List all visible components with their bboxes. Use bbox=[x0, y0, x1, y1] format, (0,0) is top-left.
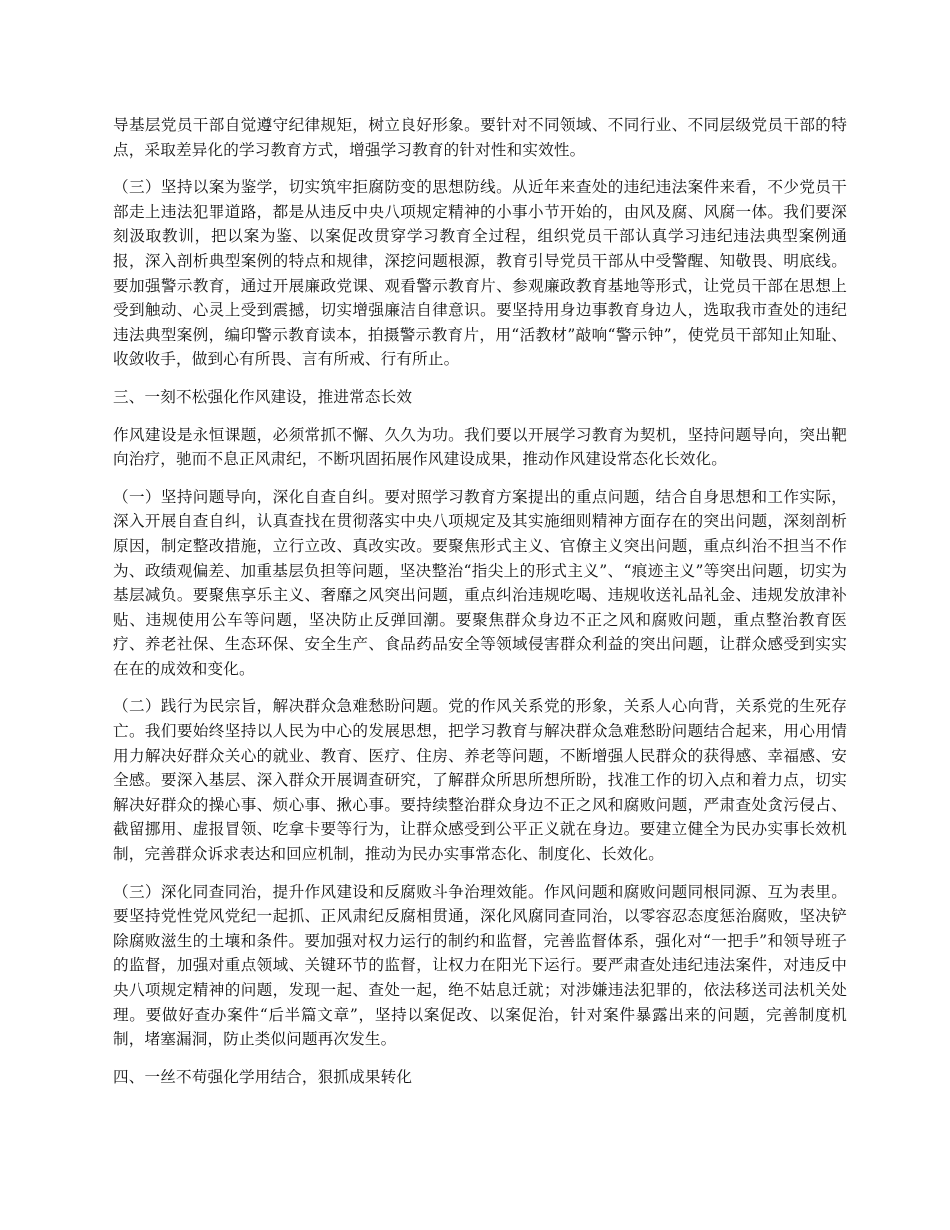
document-page bbox=[113, 113, 847, 1102]
section-heading-4: 四、一丝不苟强化学用结合，狠抓成果转化 bbox=[113, 1067, 413, 1086]
paragraph-problem-orientation: （一）坚持问题导向，深化自查自纠。要对照学习教育方案提出的重点问题，结合自身思想和工作实际，深入开展自查自纠，认真查找在贯彻落实中央八项规定及其实施细则精神方面存在的突出问题，深刻剖析原因，制定整改措施，立行立改、真改实改。要聚焦形式主义、官僚主义突出问题，重点纠治不担当不作为、政绩观偏差、加重基层负担等问题，坚决整治“指尖上的形式主义”、“痕迹主义”等突出问题，切实为基层减负。要聚焦享乐主义、奢靡之风突出问题，重点纠治违规吃喝、违规收送礼品礼金、违规发放津补贴、违规使用公车等问题，坚决防止反弹回潮。要聚焦群众身边不正之风和腐败问题，重点整治教育医疗、养老社保、生态环保、安全生产、食品药品安全等领域侵害群众利益的突出问题，让群众感受到实实在在的成效和变化。 bbox=[113, 487, 847, 678]
paragraph-continuation: 导基层党员干部自觉遵守纪律规矩，树立良好形象。要针对不同领域、不同行业、不同层级党员干部的特点，采取差异化的学习教育方式，增强学习教育的针对性和实效性。 bbox=[113, 116, 847, 159]
section-heading-3: 三、一刻不松强化作风建设，推进常态长效 bbox=[113, 387, 413, 406]
paragraph-serve-people: （二）践行为民宗旨，解决群众急难愁盼问题。党的作风关系党的形象，关系人心向背，关系党的生死存亡。我们要始终坚持以人民为中心的发展思想，把学习教育与解决群众急难愁盼问题结合起来，用心用情用力解决好群众关心的就业、教育、医疗、住房、养老等问题，不断增强人民群众的获得感、幸福感、安全感。要深入基层、深入群众开展调查研究，了解群众所思所想所盼，找准工作的切入点和着力点，切实解决好群众的操心事、烦心事、揪心事。要持续整治群众身边不正之风和腐败问题，严肃查处贪污侵占、截留挪用、虚报冒领、吃拿卡要等行为，让群众感受到公平正义就在身边。要建立健全为民办实事长效机制，完善群众诉求表达和回应机制，推动为民办实事常态化、制度化、长效化。 bbox=[113, 697, 847, 864]
paragraph-learn-from-cases: （三）坚持以案为鉴学，切实筑牢拒腐防变的思想防线。从近年来查处的违纪违法案件来看，不少党员干部走上违法犯罪道路，都是从违反中央八项规定精神的小事小节开始的，由风及腐、风腐一体。我们要深刻汲取教训，把以案为鉴、以案促改贯穿学习教育全过程，组织党员干部认真学习违纪违法典型案例通报，深入剖析典型案例的特点和规律，深挖问题根源，教育引导党员干部从中受警醒、知敬畏、明底线。要加强警示教育，通过开展廉政党课、观看警示教育片、参观廉政教育基地等形式，让党员干部在思想上受到触动、心灵上受到震撼，切实增强廉洁自律意识。要坚持用身边事教育身边人，选取我市查处的违纪违法典型案例，编印警示教育读本，拍摄警示教育片，用“活教材”敲响“警示钟”，使党员干部知止知耻、收敛收手，做到心有所畏、言有所戒、行有所止。 bbox=[113, 178, 847, 369]
paragraph-joint-investigation: （三）深化同查同治，提升作风建设和反腐败斗争治理效能。作风问题和腐败问题同根同源、互为表里。要坚持党性党风党纪一起抓、正风肃纪反腐相贯通，深化风腐同查同治，以零容忍态度惩治腐败，坚决铲除腐败滋生的土壤和条件。要加强对权力运行的制约和监督，完善监督体系，强化对“一把手”和领导班子的监督，加强对重点领域、关键环节的监督，让权力在阳光下运行。要严肃查处违纪违法案件，对违反中央八项规定精神的问题，发现一起、查处一起，绝不姑息迁就；对涉嫌违法犯罪的，依法移送司法机关处理。要做好查办案件“后半篇文章”，坚持以案促改、以案促治，针对案件暴露出来的问题，完善制度机制，堵塞漏洞，防止类似问题再次发生。 bbox=[113, 882, 847, 1049]
paragraph-style-building-intro: 作风建设是永恒课题，必须常抓不懈、久久为功。我们要以开展学习教育为契机，坚持问题导向，突出靶向治疗，驰而不息正风肃纪，不断巩固拓展作风建设成果，推动作风建设常态化长效化。 bbox=[113, 425, 847, 469]
